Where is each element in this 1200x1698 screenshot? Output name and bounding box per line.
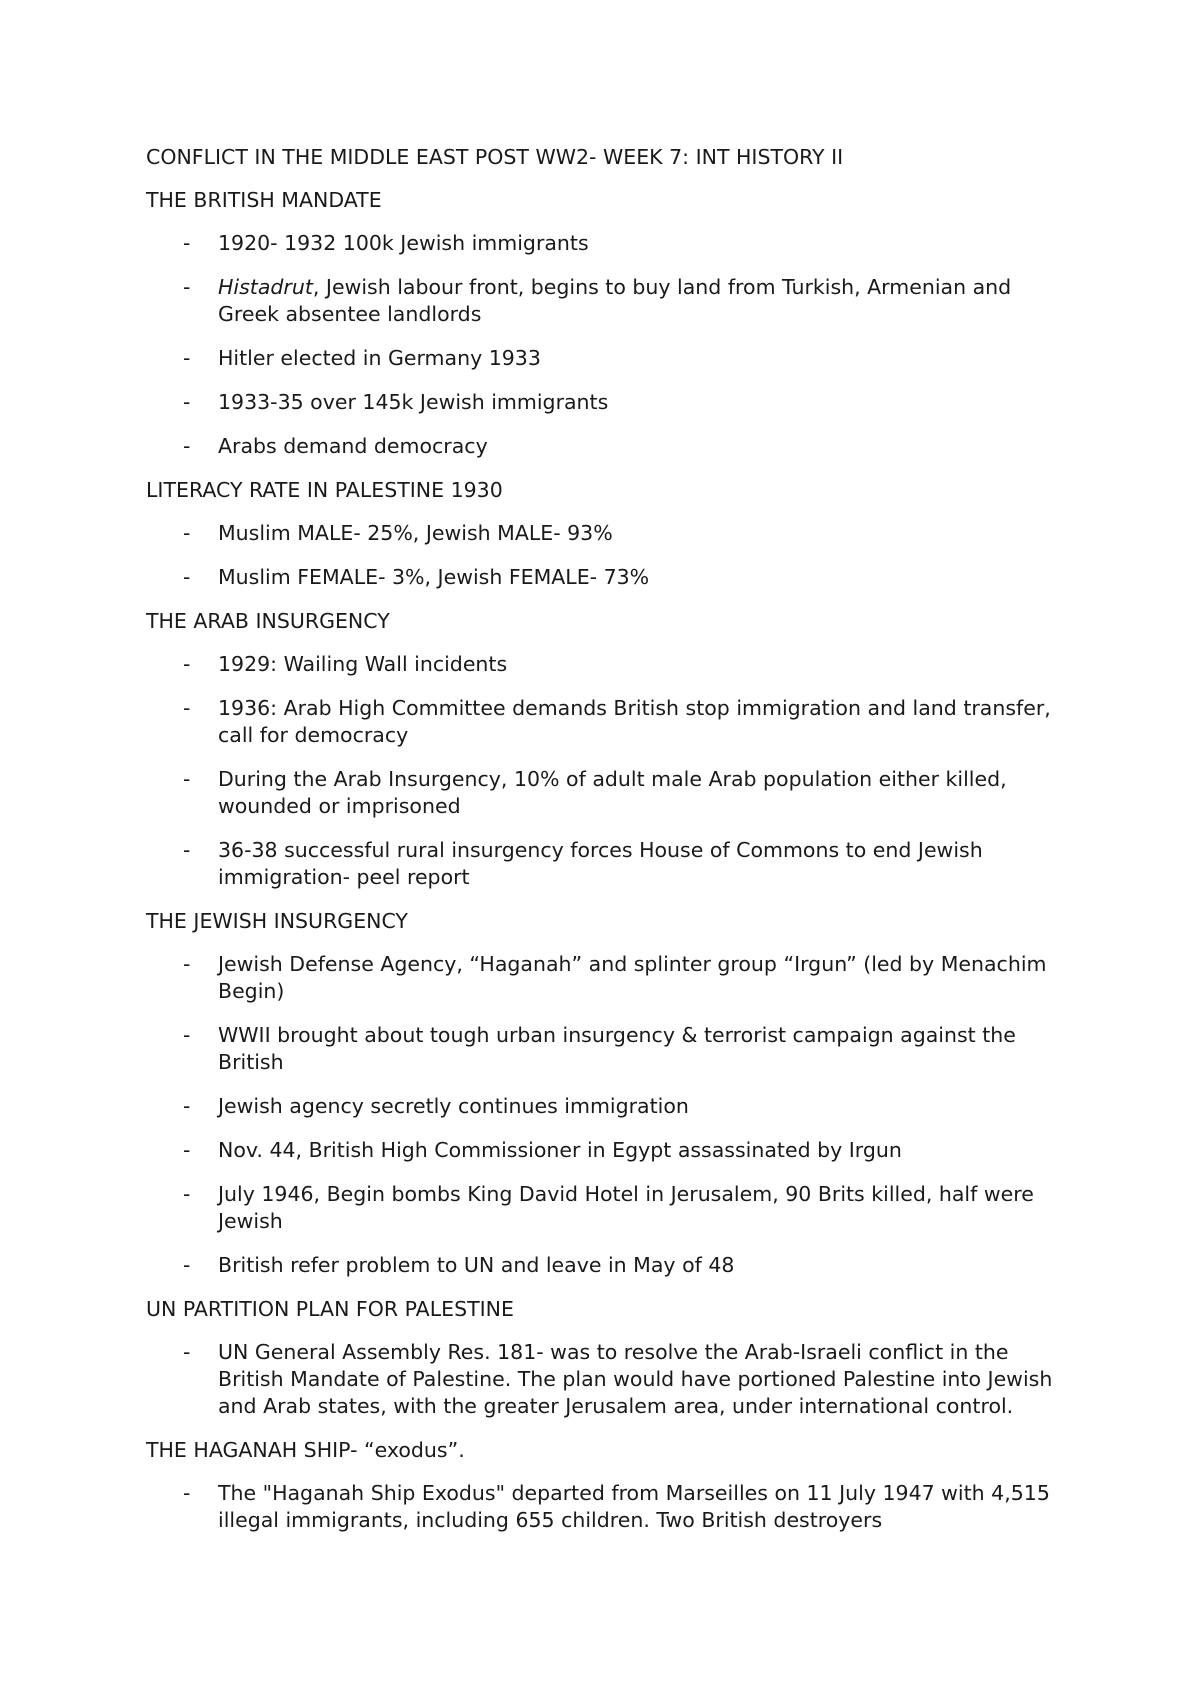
bullet-dash: - xyxy=(183,1481,191,1505)
list-item xyxy=(146,230,1066,257)
bullet-list-british-mandate xyxy=(146,230,1066,460)
list-item xyxy=(146,1252,1066,1279)
bullet-list-un-partition-plan xyxy=(146,1339,1066,1420)
list-item-text: 36-38 successful rural insurgency forces House of Commons to end Jewish immigration- peel report xyxy=(218,838,983,889)
list-item xyxy=(146,951,1066,1005)
bullet-list-arab-insurgency xyxy=(146,651,1066,891)
list-item xyxy=(146,1480,1066,1534)
list-item-text: The "Haganah Ship Exodus" departed from Marseilles on 11 July 1947 with 4,515 illegal immigrants, including 655 children. Two British destroyers xyxy=(218,1481,1050,1532)
list-item-text: Arabs demand democracy xyxy=(218,434,488,458)
list-item xyxy=(146,1339,1066,1420)
bullet-dash: - xyxy=(183,1340,191,1364)
list-item xyxy=(146,1137,1066,1164)
bullet-dash: - xyxy=(183,390,191,414)
list-item-text: UN General Assembly Res. 181- was to resolve the Arab-Israeli conflict in the British Mandate of Palestine. The plan would have portioned Palestine into Jewish and Arab states, with the greater Jerusalem area, under international control. xyxy=(218,1340,1053,1418)
bullet-dash: - xyxy=(183,1253,191,1277)
list-item xyxy=(146,520,1066,547)
bullet-dash: - xyxy=(183,652,191,676)
bullet-list-literacy-rate xyxy=(146,520,1066,591)
bullet-dash: - xyxy=(183,1023,191,1047)
bullet-dash: - xyxy=(183,231,191,255)
list-item xyxy=(146,651,1066,678)
bullet-dash: - xyxy=(183,696,191,720)
section-heading-un-partition-plan: UN PARTITION PLAN FOR PALESTINE xyxy=(146,1297,514,1321)
list-item-text: 1933-35 over 145k Jewish immigrants xyxy=(218,390,609,414)
list-item xyxy=(146,1093,1066,1120)
list-item xyxy=(146,345,1066,372)
bullet-dash: - xyxy=(183,1094,191,1118)
bullet-list-haganah-ship xyxy=(146,1480,1066,1534)
section-heading-arab-insurgency: THE ARAB INSURGENCY xyxy=(146,609,390,633)
bullet-dash: - xyxy=(183,1138,191,1162)
list-item-text: 1920- 1932 100k Jewish immigrants xyxy=(218,231,589,255)
list-item-text: July 1946, Begin bombs King David Hotel in Jerusalem, 90 Brits killed, half were Jewish xyxy=(218,1182,1034,1233)
section-heading-british-mandate: THE BRITISH MANDATE xyxy=(146,188,382,212)
list-item xyxy=(146,389,1066,416)
section-heading-jewish-insurgency: THE JEWISH INSURGENCY xyxy=(146,909,408,933)
bullet-dash: - xyxy=(183,521,191,545)
bullet-dash: - xyxy=(183,767,191,791)
section-heading-haganah-ship: THE HAGANAH SHIP- “exodus”. xyxy=(146,1438,465,1462)
bullet-dash: - xyxy=(183,275,191,299)
list-item-text: Jewish labour front, begins to buy land from Turkish, Armenian and Greek absentee landlords xyxy=(218,275,1012,326)
list-item-text: Jewish Defense Agency, “Haganah” and splinter group “Irgun” (led by Menachim Begin) xyxy=(218,952,1047,1003)
bullet-dash: - xyxy=(183,346,191,370)
list-item xyxy=(146,433,1066,460)
list-item-text: During the Arab Insurgency, 10% of adult male Arab population either killed, wounded or imprisoned xyxy=(218,767,1007,818)
list-item xyxy=(146,695,1066,749)
list-item-text: British refer problem to UN and leave in May of 48 xyxy=(218,1253,735,1277)
list-item-text: WWII brought about tough urban insurgency & terrorist campaign against the British xyxy=(218,1023,1016,1074)
document-body xyxy=(146,144,1066,1551)
bullet-dash: - xyxy=(183,565,191,589)
list-item xyxy=(146,1022,1066,1076)
document-title: CONFLICT IN THE MIDDLE EAST POST WW2- WEEK 7: INT HISTORY II xyxy=(146,145,844,169)
list-item xyxy=(146,564,1066,591)
list-item-text: 1929: Wailing Wall incidents xyxy=(218,652,508,676)
italic-term: Histadrut xyxy=(218,275,313,299)
section-heading-literacy-rate: LITERACY RATE IN PALESTINE 1930 xyxy=(146,478,503,502)
list-item-text: Muslim FEMALE- 3%, Jewish FEMALE- 73% xyxy=(218,565,650,589)
list-item xyxy=(146,837,1066,891)
bullet-dash: - xyxy=(183,434,191,458)
list-item-text: Hitler elected in Germany 1933 xyxy=(218,346,541,370)
list-item: - Histadrut, Jewish labour front, begins to buy land from Turkish, Armenian and Greek absentee landlords xyxy=(183,275,1012,326)
bullet-dash: - xyxy=(183,952,191,976)
bullet-dash: - xyxy=(183,838,191,862)
bullet-list-jewish-insurgency xyxy=(146,951,1066,1279)
list-item-text: Muslim MALE- 25%, Jewish MALE- 93% xyxy=(218,521,613,545)
list-item xyxy=(146,1181,1066,1235)
list-item-text: 1936: Arab High Committee demands British stop immigration and land transfer, call for democracy xyxy=(218,696,1051,747)
list-item-text: Nov. 44, British High Commissioner in Egypt assassinated by Irgun xyxy=(218,1138,902,1162)
list-item xyxy=(146,766,1066,820)
bullet-dash: - xyxy=(183,1182,191,1206)
list-item-text: Jewish agency secretly continues immigration xyxy=(218,1094,689,1118)
